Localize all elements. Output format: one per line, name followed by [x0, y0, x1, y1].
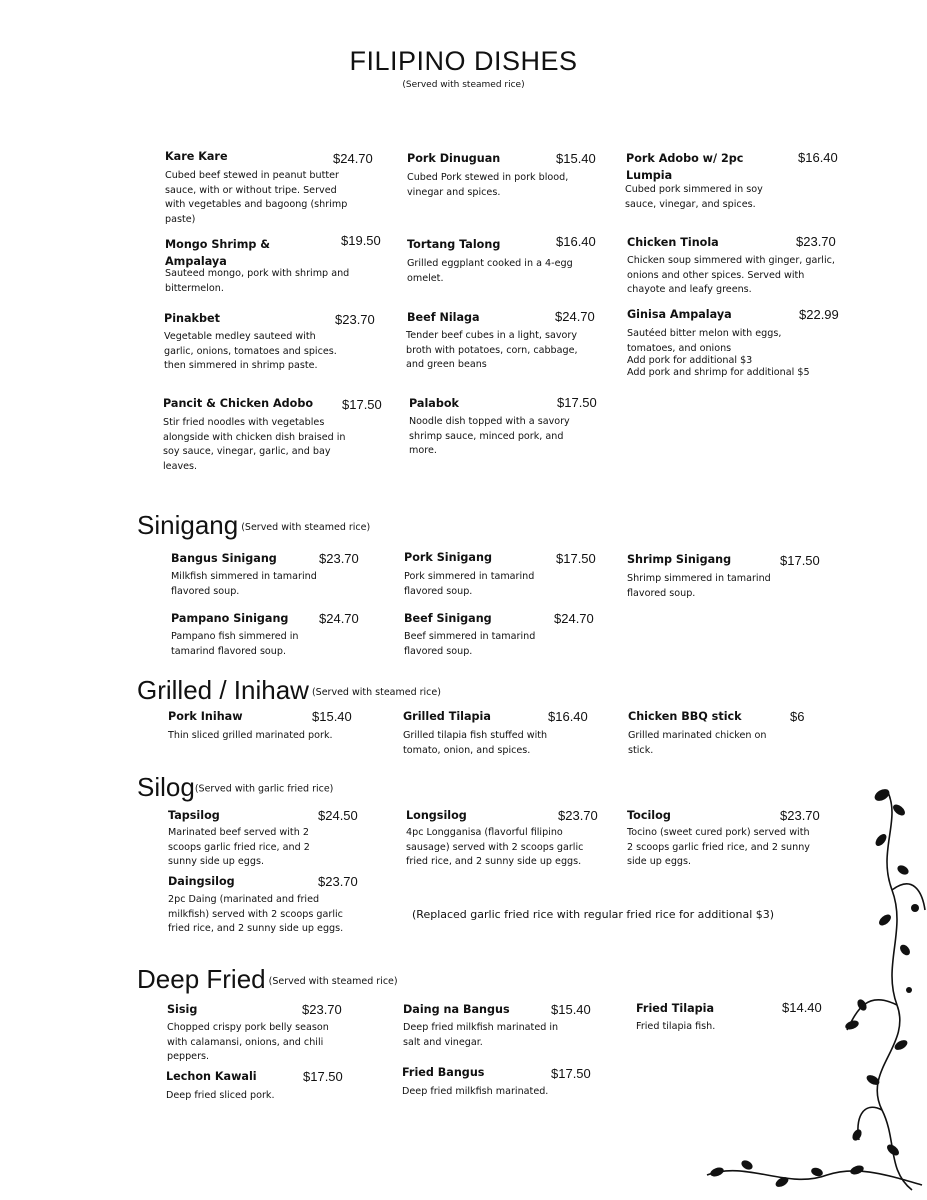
- item-price: $15.40: [556, 151, 596, 166]
- item-description: 4pc Longganisa (flavorful filipino sausage) served with 2 scoops garlic fried rice, and 2 sunny side up eggs.: [406, 827, 584, 867]
- item-name: Pinakbet: [164, 312, 220, 325]
- item-price: $22.99: [799, 307, 839, 322]
- item-name: Pancit & Chicken Adobo: [163, 397, 314, 410]
- item-price: $23.70: [335, 312, 375, 327]
- item-name: Tortang Talong: [407, 238, 501, 251]
- item-name: Sisig: [167, 1003, 198, 1016]
- item-price: $24.50: [318, 808, 358, 823]
- item-name: Fried Bangus: [402, 1066, 485, 1079]
- item-addon: Add pork and shrimp for additional $5: [627, 367, 810, 378]
- item-description: Deep fried milkfish marinated in salt and vinegar.: [403, 1022, 559, 1048]
- item-description: Grilled tilapia fish stuffed with tomato, onion, and spices.: [403, 730, 548, 756]
- item-name: Mongo Shrimp & Ampalaya: [165, 238, 271, 268]
- item-price: $19.50: [341, 233, 381, 248]
- item-name: Tapsilog: [168, 809, 220, 822]
- item-description: Vegetable medley sauteed with garlic, onions, tomatoes and spices. then simmered in shrimp paste.: [164, 331, 337, 371]
- item-description: Shrimp simmered in tamarind flavored soup.: [627, 573, 771, 599]
- item-price: $15.40: [551, 1002, 591, 1017]
- item-name: Pork Dinuguan: [407, 152, 501, 165]
- item-description: Thin sliced grilled marinated pork.: [168, 730, 333, 741]
- item-name: Chicken BBQ stick: [628, 710, 742, 723]
- item-name: Longsilog: [406, 809, 467, 822]
- item-price: $23.70: [302, 1002, 342, 1017]
- item-description: Beef simmered in tamarind flavored soup.: [404, 631, 536, 657]
- vine-ornament-icon: [687, 780, 927, 1200]
- item-name: Pork Adobo w/ 2pc Lumpia: [626, 152, 744, 182]
- item-description: Sauteed mongo, pork with shrimp and bittermelon.: [165, 268, 350, 294]
- item-addon: Add pork for additional $3: [627, 355, 753, 366]
- item-name: Palabok: [409, 397, 459, 410]
- item-description: Milkfish simmered in tamarind flavored soup.: [171, 571, 317, 597]
- item-description: Grilled marinated chicken on stick.: [628, 730, 767, 756]
- item-description: Deep fried sliced pork.: [166, 1090, 275, 1101]
- item-description: Noodle dish topped with a savory shrimp sauce, minced pork, and more.: [409, 416, 570, 456]
- item-description: Grilled eggplant cooked in a 4-egg omelet.: [407, 258, 573, 284]
- section-title: Grilled / Inihaw: [137, 675, 309, 705]
- item-name: Chicken Tinola: [627, 236, 719, 249]
- item-name: Shrimp Sinigang: [627, 553, 732, 566]
- item-price: $6: [790, 709, 805, 724]
- item-name: Ginisa Ampalaya: [627, 308, 732, 321]
- item-description: Cubed Pork stewed in pork blood, vinegar and spices.: [407, 172, 569, 198]
- item-price: $23.70: [318, 874, 358, 889]
- item-price: $17.50: [551, 1066, 591, 1081]
- section-heading: [137, 510, 370, 541]
- item-price: $24.70: [555, 309, 595, 324]
- section-note: (Served with steamed rice): [241, 521, 371, 533]
- item-name: Bangus Sinigang: [171, 552, 277, 565]
- item-price: $14.40: [782, 1000, 822, 1015]
- item-price: $17.50: [303, 1069, 343, 1084]
- item-price: $24.70: [333, 151, 373, 166]
- item-name: Pork Inihaw: [168, 710, 243, 723]
- item-description: Cubed beef stewed in peanut butter sauce, with or without tripe. Served with vegetables and bagoong (shrimp paste): [165, 170, 348, 225]
- item-price: $16.40: [556, 234, 596, 249]
- item-description: Pampano fish simmered in tamarind flavored soup.: [171, 631, 299, 657]
- item-price: $23.70: [780, 808, 820, 823]
- item-name: Daing na Bangus: [403, 1003, 510, 1016]
- item-name: Pampano Sinigang: [171, 612, 289, 625]
- item-description: Chicken soup simmered with ginger, garlic, onions and other spices. Served with chayote and leafy greens.: [627, 255, 835, 295]
- item-name: Kare Kare: [165, 150, 228, 163]
- item-description: Cubed pork simmered in soy sauce, vinegar, and spices.: [625, 184, 763, 210]
- item-price: $23.70: [796, 234, 836, 249]
- item-description: Tocino (sweet cured pork) served with 2 scoops garlic fried rice, and 2 sunny side up eggs.: [627, 827, 810, 867]
- item-description: Stir fried noodles with vegetables alongside with chicken dish braised in soy sauce, vinegar, garlic, and bay leaves.: [163, 417, 346, 472]
- item-price: $17.50: [342, 397, 382, 412]
- section-title: Deep Fried: [137, 964, 266, 994]
- item-name: Grilled Tilapia: [403, 710, 491, 723]
- item-name: Daingsilog: [168, 875, 235, 888]
- section-title: Silog: [137, 772, 195, 802]
- item-price: $15.40: [312, 709, 352, 724]
- item-price: $24.70: [554, 611, 594, 626]
- item-description: Tender beef cubes in a light, savory broth with potatoes, corn, cabbage, and green beans: [406, 330, 578, 370]
- item-price: $17.50: [557, 395, 597, 410]
- item-price: $16.40: [798, 150, 838, 165]
- item-description: Fried tilapia fish.: [636, 1021, 716, 1032]
- item-name: Tocilog: [627, 809, 671, 822]
- item-description: Pork simmered in tamarind flavored soup.: [404, 571, 535, 597]
- page-title: FILIPINO DISHES: [349, 46, 578, 76]
- section-heading: [137, 964, 398, 995]
- item-price: $23.70: [319, 551, 359, 566]
- section-heading: [137, 772, 333, 803]
- item-price: $23.70: [558, 808, 598, 823]
- item-price: $24.70: [319, 611, 359, 626]
- item-name: Beef Sinigang: [404, 612, 492, 625]
- section-note: (Served with steamed rice): [311, 686, 441, 698]
- silog-footnote: (Replaced garlic fried rice with regular fried rice for additional $3): [412, 908, 775, 921]
- item-name: Fried Tilapia: [636, 1002, 715, 1015]
- item-price: $16.40: [548, 709, 588, 724]
- item-description: Marinated beef served with 2 scoops garlic fried rice, and 2 sunny side up eggs.: [168, 827, 310, 867]
- item-description: Sautéed bitter melon with eggs, tomatoes, and onions: [627, 328, 782, 354]
- section-title: Sinigang: [137, 510, 239, 540]
- section-note: (Served with steamed rice): [268, 975, 398, 987]
- item-name: Pork Sinigang: [404, 551, 492, 564]
- item-description: Deep fried milkfish marinated.: [402, 1086, 549, 1097]
- item-description: 2pc Daing (marinated and fried milkfish) served with 2 scoops garlic fried rice, and 2 sunny side up eggs.: [168, 894, 344, 934]
- section-heading: [137, 675, 441, 706]
- item-description: Chopped crispy pork belly season with calamansi, onions, and chili peppers.: [167, 1022, 329, 1062]
- section-note: (Served with garlic fried rice): [194, 783, 334, 795]
- item-name: Beef Nilaga: [407, 311, 480, 324]
- page-subtitle: (Served with steamed rice): [402, 80, 525, 90]
- item-name: Lechon Kawali: [166, 1070, 257, 1083]
- item-price: $17.50: [556, 551, 596, 566]
- item-price: $17.50: [780, 553, 820, 568]
